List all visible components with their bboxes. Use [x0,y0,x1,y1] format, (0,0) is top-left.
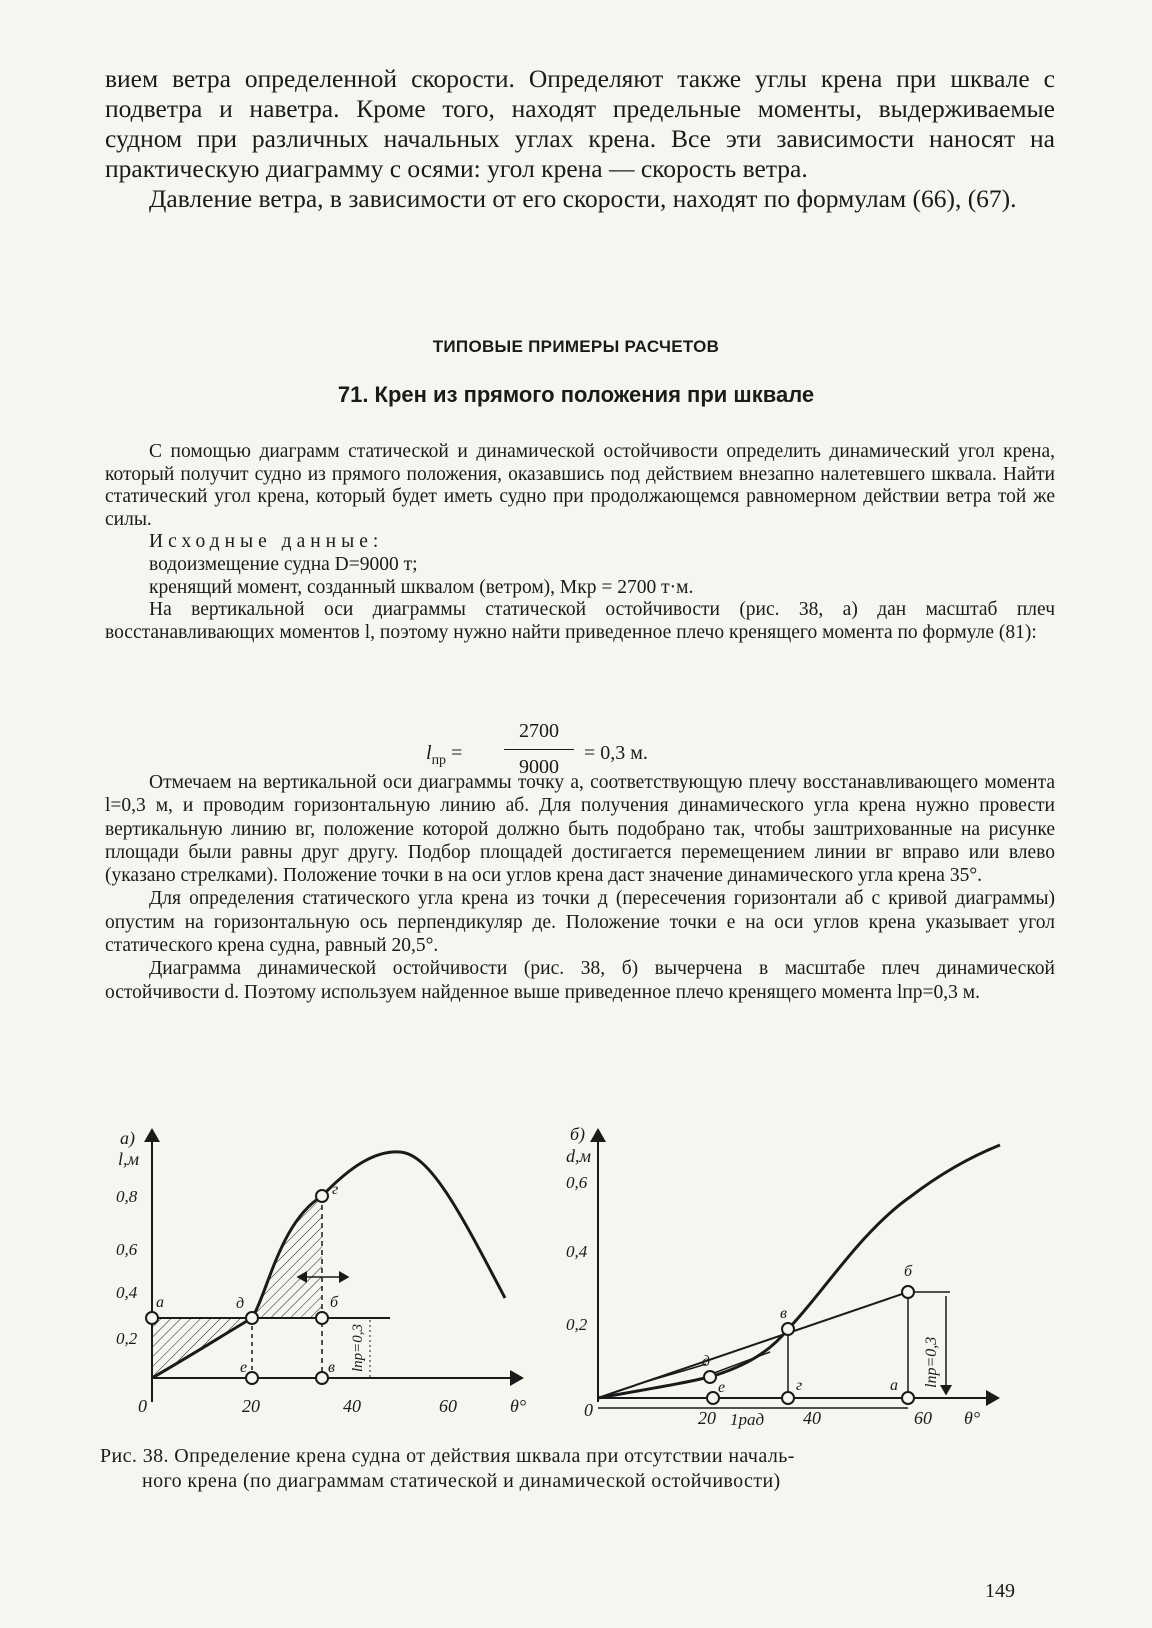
a-point-label: б [330,1294,339,1311]
b-x-tick: 60 [914,1408,932,1428]
b-point-b [902,1286,914,1298]
figure-caption [100,1444,1060,1494]
explanation-paragraph: Диаграмма динамической остойчивости (рис. 38, б) вычерчена в масштабе плеч динамической остойчивости d. Поэтому используем найденное выше приведенное плечо кренящего момента lпр=0,3 м. [105,958,1055,1003]
intro-paragraph: вием ветра определенной скорости. Определяют также углы крена при шквале с подветра и наветра. Кроме того, находят предельные моменты, выдерживаемые судном при различных начальных углах крена. Все эти зависимости наносят на практическую диаграмму с осями: угол крена — скорость ветра. [105,64,1055,183]
b-y-tick: 0,2 [566,1315,588,1334]
subsection-heading: 71. Крен из прямого положения при шквале [337,382,815,407]
caption-line: Рис. 38. Определение крена судна от действия шквала при отсутствии началь- [100,1445,795,1467]
given-item: водоизмещение судна D=9000 т; [149,553,418,575]
a-y-tick: 0,4 [116,1283,138,1302]
a-point-g [316,1190,328,1202]
dynamic-stability-diagram [566,1124,1000,1429]
a-x-tick: θ° [510,1396,527,1416]
b-lever-label: lпр=0,3 [923,1336,940,1388]
b-x-tick: 40 [803,1408,821,1428]
a-point-label: в [328,1359,335,1376]
a-hatched-area-right [252,1196,322,1318]
formula-denominator: 9000 [519,756,559,778]
b-point-d [704,1371,716,1383]
figure-38-svg [100,1112,1050,1442]
figure-38 [100,1112,1050,1442]
task-text [105,441,1055,644]
b-x-tick: θ° [964,1408,981,1428]
b-point-g [782,1392,794,1404]
b-point-label: б [904,1263,913,1280]
section-heading: ТИПОВЫЕ ПРИМЕРЫ РАСЧЕТОВ [432,337,720,356]
static-stability-diagram [116,1128,526,1416]
intro-paragraph: Давление ветра, в зависимости от его скорости, находят по формулам (66), (67). [149,184,1017,213]
a-point-label: д [236,1295,245,1312]
b-x-tick: 20 [698,1408,716,1428]
a-point-label: г [332,1181,339,1198]
b-panel-label: б) [570,1124,586,1144]
a-panel-label: а) [120,1128,135,1148]
a-y-axis-label: l,м [118,1149,139,1169]
b-point-label: г [796,1377,803,1394]
explanation-paragraph: Для определения статического угла крена из точки д (пересечения горизонтали аб с кривой диаграммы) опустим на горизонтальную ось перпендикуляр де. Положение точки е на оси углов крена указывает угол статического крена судна, равный 20,5°. [105,888,1055,957]
given-label: Исходные данные: [149,531,384,553]
scale-paragraph: На вертикальной оси диаграммы статической остойчивости (рис. 38, а) дан масштаб плеч восстанавливающих моментов l, поэтому нужно найти приведенное плечо кренящего момента по формуле (81): [105,599,1055,643]
b-point-label: в [780,1305,787,1322]
b-y-tick: 0,4 [566,1242,588,1261]
b-point-a [902,1392,914,1404]
b-point-label: а [890,1377,898,1394]
a-x-tick: 60 [439,1396,457,1416]
a-x-tick: 0 [138,1396,147,1416]
a-point-label: а [156,1294,164,1311]
b-point-label: е [718,1379,726,1396]
formula-numerator: 2700 [504,720,574,750]
a-point-e [246,1372,258,1384]
b-heeling-line [598,1292,908,1398]
page-number: 149 [985,1580,1015,1602]
task-paragraph: С помощью диаграмм статической и динамической остойчивости определить динамический угол крена, который получит судно из прямого положения, оказавшись под действием внезапно налетевшего шквала. Найти статический угол крена, который будет иметь судно при продолжающемся равномерном действии ветра той же силы. [105,441,1055,530]
a-x-tick: 20 [242,1396,260,1416]
a-point-label: е [240,1359,248,1376]
a-point-d [246,1312,258,1324]
a-point-v [316,1372,328,1384]
a-point-b [316,1312,328,1324]
explanation-text [105,771,1055,1004]
b-parallel-line [706,1352,770,1376]
b-x-tick: 0 [584,1400,593,1420]
formula-result: = 0,3 м. [584,742,648,764]
b-point-label: д [702,1353,711,1370]
a-y-tick: 0,8 [116,1187,138,1206]
formula-lhs: $l_{пр}$ = [426,742,463,768]
b-point-v [782,1323,794,1335]
a-lever-label: lпр=0,3 [350,1323,366,1372]
b-radian-label: 1рад [730,1410,765,1429]
a-point-a [146,1312,158,1324]
caption-line: ного крена (по диаграммам статической и динамической остойчивости) [142,1470,781,1492]
intro-text [105,64,1055,214]
a-y-tick: 0,2 [116,1329,138,1348]
explanation-paragraph: Отмечаем на вертикальной оси диаграммы точку а, соответствующую плечу восстанавливающего момента l=0,3 м, и проводим горизонтальную линию аб. Для получения динамического угла крена нужно провести вертикальную линию вг, положение которой должно быть подобрано так, чтобы заштрихованные на рисунке площади были равны друг другу. Подбор площадей достигается перемещением линии вг вправо или влево (указано стрелками). Положение точки в на оси углов крена даст значение динамического угла крена 35°. [105,772,1055,887]
a-y-tick: 0,6 [116,1240,138,1259]
a-x-tick: 40 [343,1396,361,1416]
b-y-tick: 0,6 [566,1173,588,1192]
b-y-axis-label: d,м [566,1146,591,1166]
given-item: кренящий момент, созданный шквалом (ветром), Mкр = 2700 т·м. [149,576,694,598]
